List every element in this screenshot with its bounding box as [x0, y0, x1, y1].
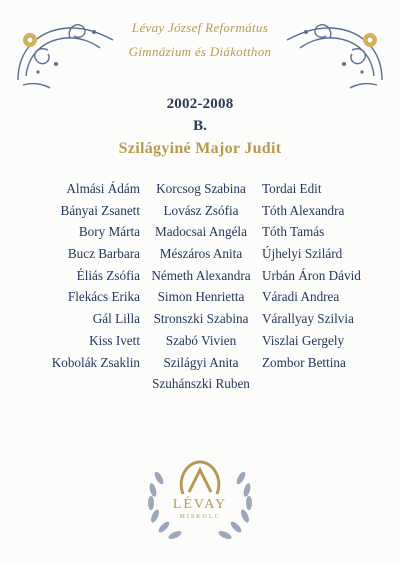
- student-name: Újhelyi Szilárd: [262, 246, 343, 262]
- school-name-line2: Gimnázium és Diákotthon: [128, 44, 272, 59]
- student-name: Németh Alexandra: [151, 267, 251, 283]
- student-name: Tordai Edit: [262, 181, 322, 196]
- student-name: Flekács Erika: [67, 289, 140, 305]
- student-name: Stronszki Szabina: [153, 311, 249, 327]
- student-name: Várallyay Szilvia: [262, 311, 354, 327]
- student-name: Lovász Zsófia: [163, 202, 239, 218]
- student-name: Szuhánszki Ruben: [152, 376, 250, 392]
- student-name: Viszlai Gergely: [262, 332, 345, 348]
- student-name: Szilágyi Anita: [163, 354, 239, 370]
- student-name: Tóth Tamás: [262, 224, 325, 240]
- student-name: Szabó Vivien: [165, 332, 237, 348]
- student-name: Simon Henrietta: [157, 289, 245, 305]
- teacher-name: Szilágyiné Major Judit: [118, 140, 282, 157]
- school-name-line1: Lévay József Református: [131, 20, 269, 35]
- student-name: Bucz Barbara: [67, 246, 140, 262]
- student-name: Gál Lilla: [92, 311, 140, 327]
- class-name: B.: [193, 118, 207, 134]
- student-column-3: [262, 178, 361, 373]
- logo-name: LÉVAY: [172, 497, 228, 512]
- student-name: Bory Márta: [78, 224, 140, 240]
- student-column-1: [52, 178, 140, 373]
- student-name: Urbán Áron Dávid: [262, 267, 361, 283]
- student-name: Tóth Alexandra: [262, 202, 345, 218]
- class-years: 2002-2008: [166, 96, 234, 112]
- school-logo: [137, 448, 263, 548]
- student-name: Kiss Ivett: [89, 332, 140, 348]
- student-name: Kobolák Zsaklin: [51, 354, 140, 370]
- student-name: Zombor Bettina: [262, 354, 346, 370]
- student-name: Madocsai Angéla: [155, 224, 247, 240]
- logo-city: MISKOLC: [179, 514, 221, 520]
- student-name: Korcsog Szabina: [156, 181, 246, 196]
- student-name: Éliás Zsófia: [76, 267, 140, 283]
- student-name: Bányai Zsanett: [60, 202, 140, 218]
- student-column-2: [147, 178, 255, 395]
- student-name: Almási Ádám: [66, 181, 140, 196]
- student-name: Mészáros Anita: [159, 246, 243, 262]
- student-name: Váradi Andrea: [262, 289, 340, 305]
